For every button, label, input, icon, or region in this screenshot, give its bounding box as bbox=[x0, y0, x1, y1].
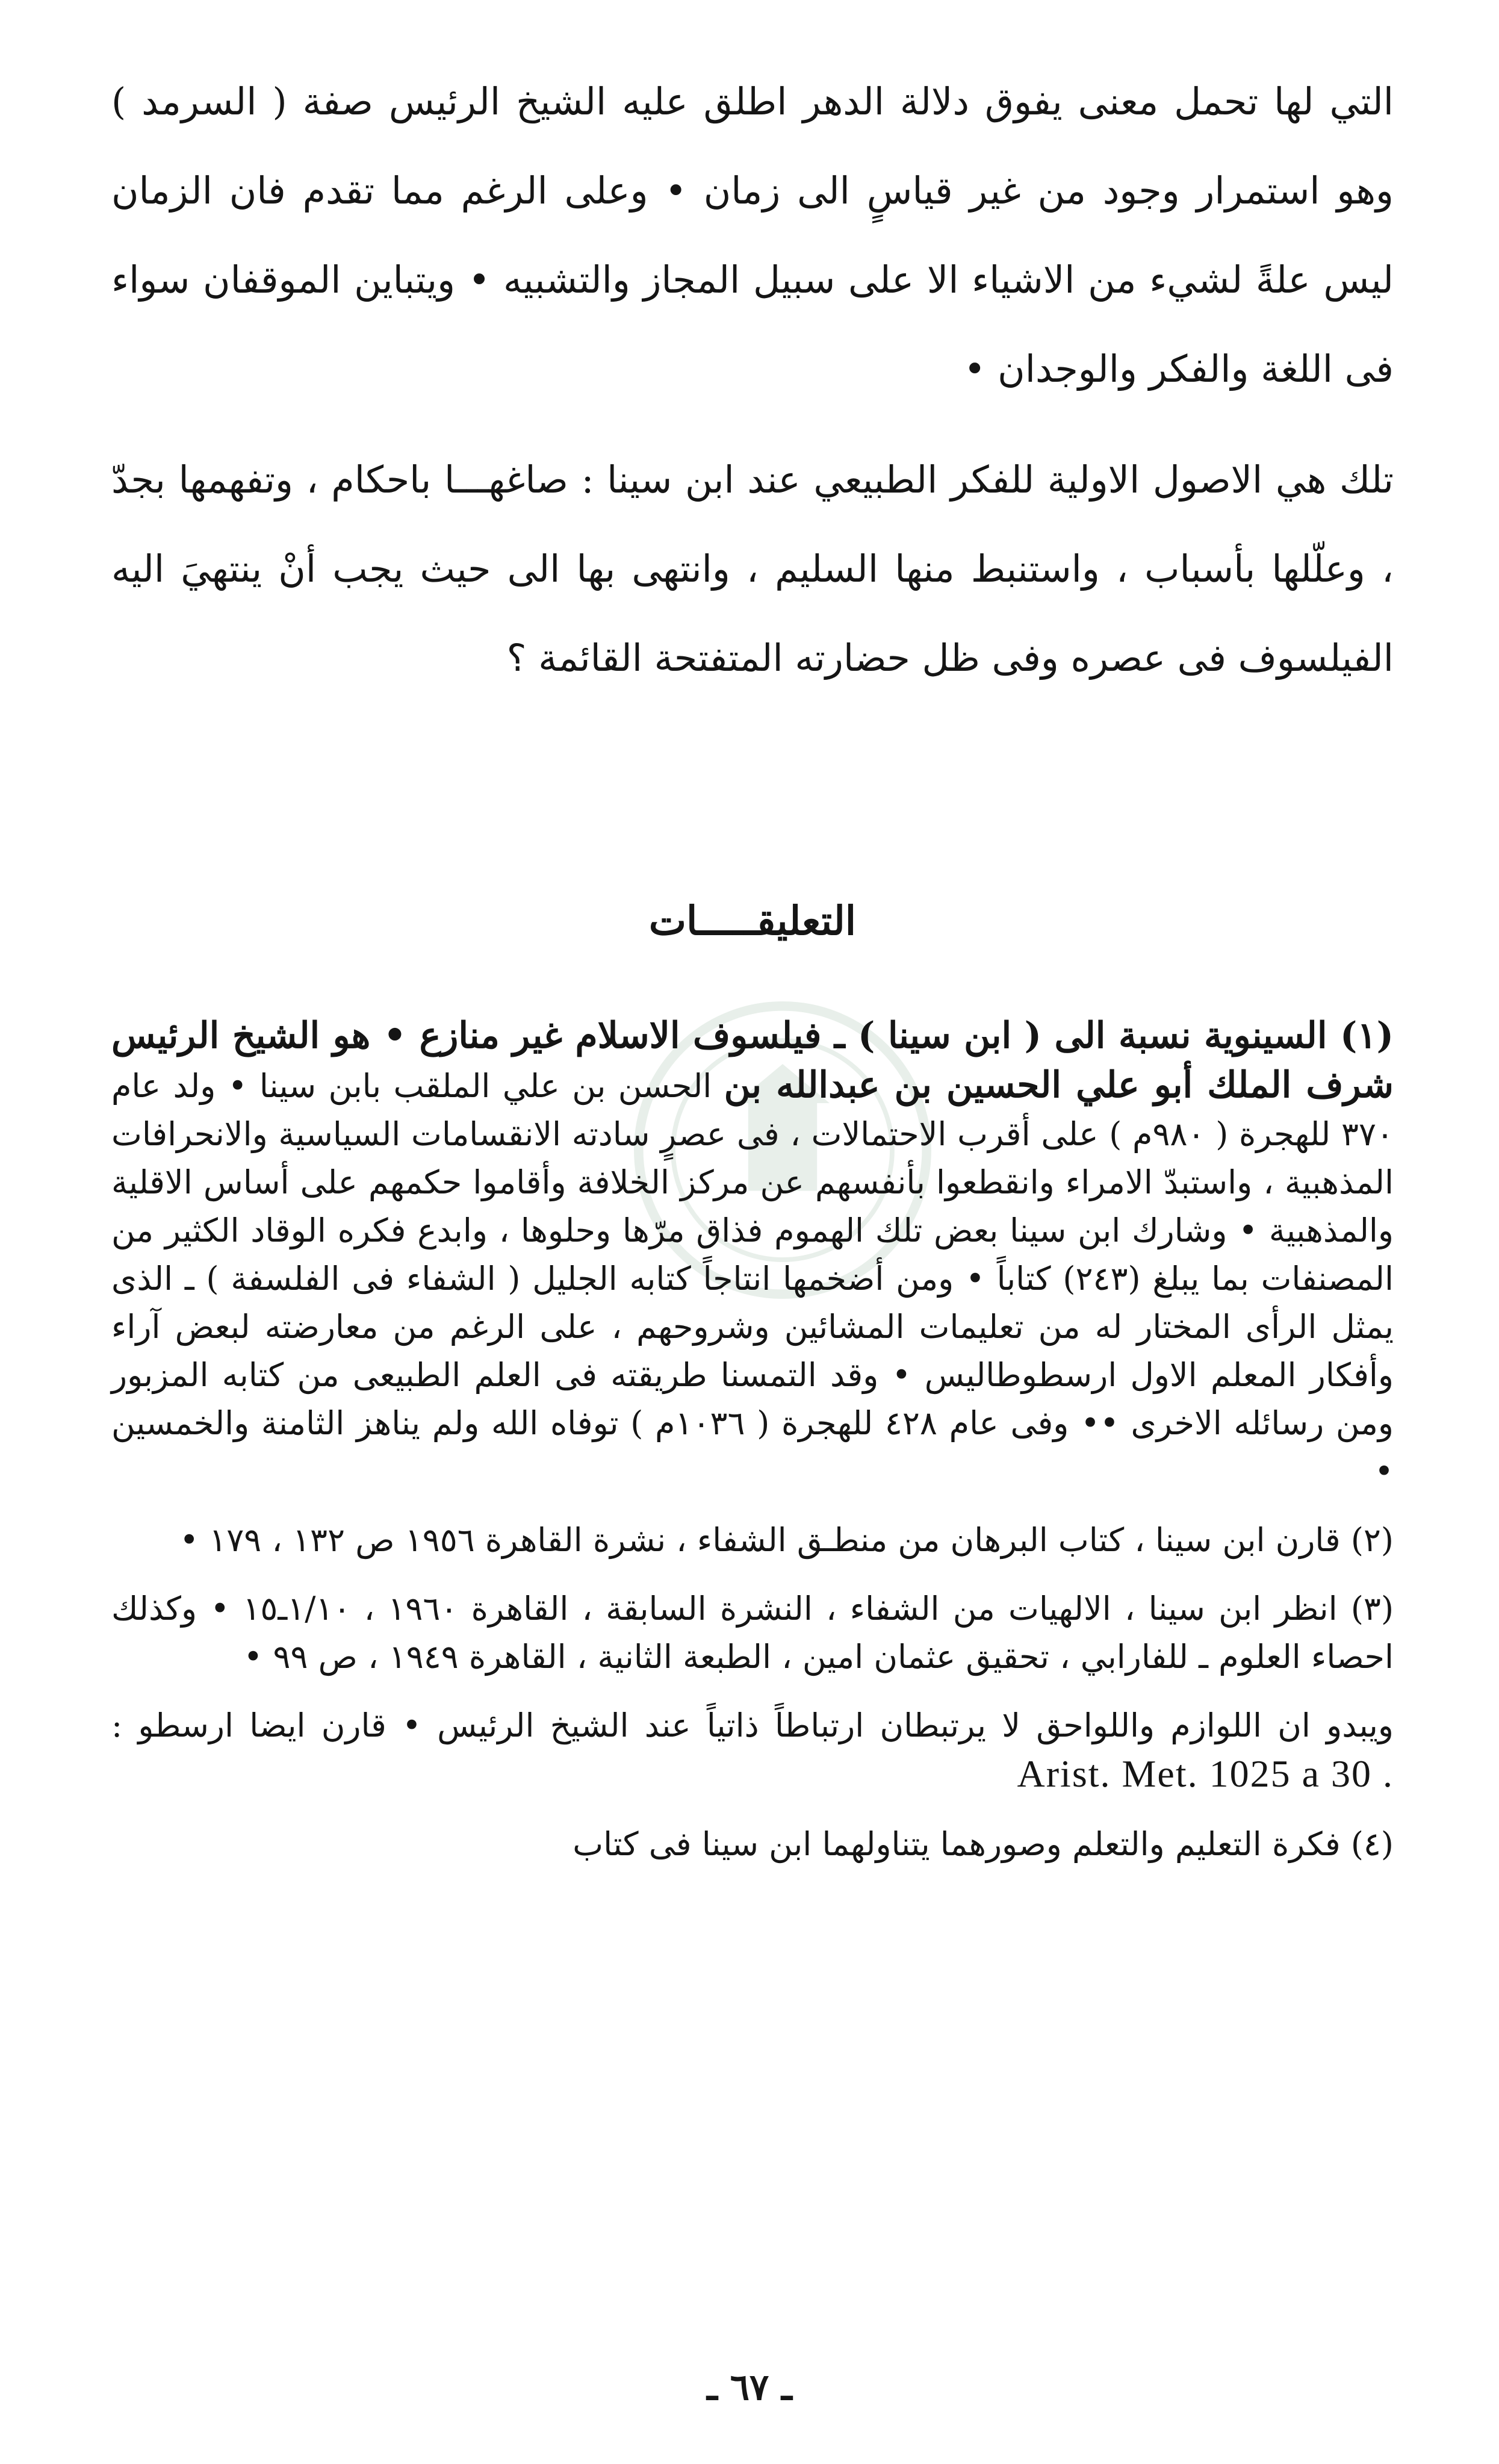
note-1 bbox=[111, 1012, 1394, 1496]
paragraph-2: تلك هي الاصول الاولية للفكر الطبيعي عند ابن سينا : صاغهـــا باحكام ، وتفهمها بجدّ ، وعلّلها بأسباب ، واستنبط منها السليم ، وانتهى بها الى حيث يجب أنْ ينتهيَ اليه الفيلسوف فى عصره وفى ظل حضارته المتفتحة القائمة ؟ bbox=[111, 458, 1394, 680]
aristotle-reference: Arist. Met. 1025 a 30 . bbox=[1017, 1752, 1394, 1795]
note-1-text: الحسن بن علي الملقب بابن سينا • ولد عام ٣٧٠ للهجرة ( ٩٨٠م ) على أقرب الاحتمالات ، فى عصرٍ سادته الانقسامات السياسية والانحرافات المذهبية ، واستبدّ الامراء وانقطعوا بأنفسهم عن مركز الخلافة وأقاموا حكمهم على أساس الاقلية والمذهبية • وشارك ابن سينا بعض تلك الهموم فذاق مرّها وحلوها ، وابدع فكره الوقاد الكثير من المصنفات بما يبلغ (٢٤٣) كتاباً • ومن أضخمها انتاجاً كتابه الجليل ( الشفاء فى الفلسفة ) ـ الذى يمثل الرأى المختار له من تعليمات المشائين وشروحهم ، على الرغم من معارضته لبعض آراء وأفكار المعلم الاول ارسطوطاليس • وقد التمسنا طريقته فى العلم الطبيعى من كتابه المزبور ومن رسائله الاخرى •• وفى عام ٤٢٨ للهجرة ( ١٠٣٦م ) توفاه الله ولم يناهز الثامنة والخمسين • bbox=[111, 1067, 1394, 1490]
page-number: ـ ٦٧ ـ bbox=[707, 2366, 792, 2409]
note-3-continuation-text: ويبدو ان اللوازم واللواحق لا يرتبطان ارتباطاً ذاتياً عند الشيخ الرئيس • قارن ايضا ارسطو : bbox=[111, 1706, 1394, 1744]
note-2: (٢) قارن ابن سينا ، كتاب البرهان من منطـق الشفاء ، نشرة القاهرة ١٩٥٦ ص ١٣٢ ، ١٧٩ • bbox=[179, 1521, 1394, 1559]
note-1-lead: (١) السينوية نسبة الى ( ابن سينا ) ـ فيلسوف الاسلام غير منازع • هو الشيخ الرئيس شرف الملك أبو علي الحسين بن عبدالله بن bbox=[111, 1015, 1394, 1106]
note-3-continuation bbox=[111, 1702, 1394, 1800]
note-3: (٣) انظر ابن سينا ، الالهيات من الشفاء ، النشرة السابقة ، القاهرة ١٩٦٠ ، ١/١٠ـ١٥ • وكذلك احصاء العلوم ـ للفارابي ، تحقيق عثمان امين ، الطبعة الثانية ، القاهرة ١٩٤٩ ، ص ٩٩ • bbox=[111, 1590, 1394, 1676]
note-4: (٤) فكرة التعليم والتعلم وصورهما يتناولهما ابن سينا فى كتاب bbox=[573, 1825, 1394, 1863]
notes-heading: التعليقـــــات bbox=[648, 897, 857, 944]
notes-section bbox=[111, 1012, 1394, 1889]
paragraph-1: التي لها تحمل معنى يفوق دلالة الدهر اطلق عليه الشيخ الرئيس صفة ( السرمد ) وهو استمرار وجود من غير قياسٍ الى زمان • وعلى الرغم مما تقدم فان الزمان ليس علةً لشيء من الاشياء الا على سبيل المجاز والتشبيه • ويتباين الموقفان سواء فى اللغة والفكر والوجدان • bbox=[111, 79, 1394, 391]
body-text bbox=[111, 57, 1394, 703]
